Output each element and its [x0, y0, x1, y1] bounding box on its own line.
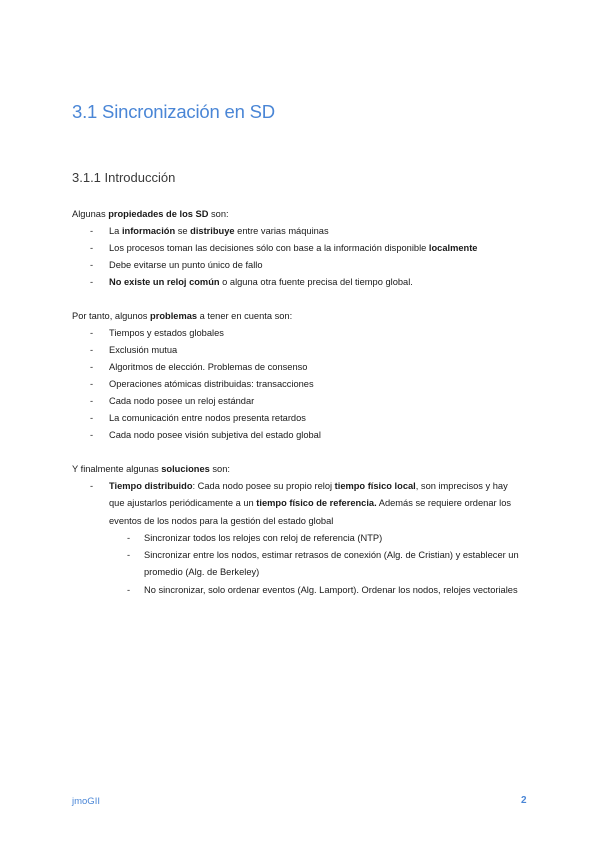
list-item: - La información se distribuye entre varias máquinas: [90, 226, 329, 236]
problems-list: [72, 325, 321, 444]
list-item: - Tiempo distribuido: Cada nodo posee su propio reloj tiempo físico local, son imprecisos y hay que ajustarlos periódicamente a un tiempo físico de referencia. Además se requiere ordenar los eventos de los nodos para la gestión del estado global: [90, 481, 512, 526]
list-item: - La comunicación entre nodos presenta retardos: [90, 413, 306, 423]
section-heading: 3.1 Sincronización en SD: [72, 101, 275, 122]
list-item: - Tiempos y estados globales: [90, 328, 224, 338]
properties-intro: Algunas propiedades de los SD son:: [72, 209, 229, 219]
footer-author: jmoGII: [72, 796, 100, 807]
list-item: - Sincronizar todos los relojes con reloj de referencia (NTP): [127, 532, 383, 543]
list-item: - Operaciones atómicas distribuidas: transacciones: [90, 379, 314, 389]
solutions-list: [72, 478, 524, 599]
list-item: - Algoritmos de elección. Problemas de consenso: [90, 362, 308, 372]
list-item: - Cada nodo posee un reloj estándar: [90, 396, 255, 406]
problems-intro: Por tanto, algunos problemas a tener en cuenta son:: [72, 311, 293, 321]
list-item: - Debe evitarse un punto único de fallo: [90, 260, 263, 270]
list-item: - No sincronizar, solo ordenar eventos (Alg. Lamport). Ordenar los nodos, relojes vectoriales: [127, 584, 518, 595]
page-number: 2: [521, 795, 527, 806]
list-item: - No existe un reloj común o alguna otra fuente precisa del tiempo global.: [90, 277, 413, 287]
list-item: - Exclusión mutua: [90, 345, 178, 355]
list-item: - Cada nodo posee visión subjetiva del estado global: [90, 430, 321, 440]
solutions-intro: Y finalmente algunas soluciones son:: [72, 464, 230, 474]
list-item: - Los procesos toman las decisiones sólo con base a la información disponible localmente: [90, 243, 478, 253]
properties-list: [72, 223, 477, 291]
sub-solutions-list: [72, 530, 524, 599]
subsection-heading: 3.1.1 Introducción: [72, 170, 176, 185]
list-item: - Sincronizar entre los nodos, estimar retrasos de conexión (Alg. de Cristian) y establecer un promedio (Alg. de Berkeley): [127, 550, 519, 578]
